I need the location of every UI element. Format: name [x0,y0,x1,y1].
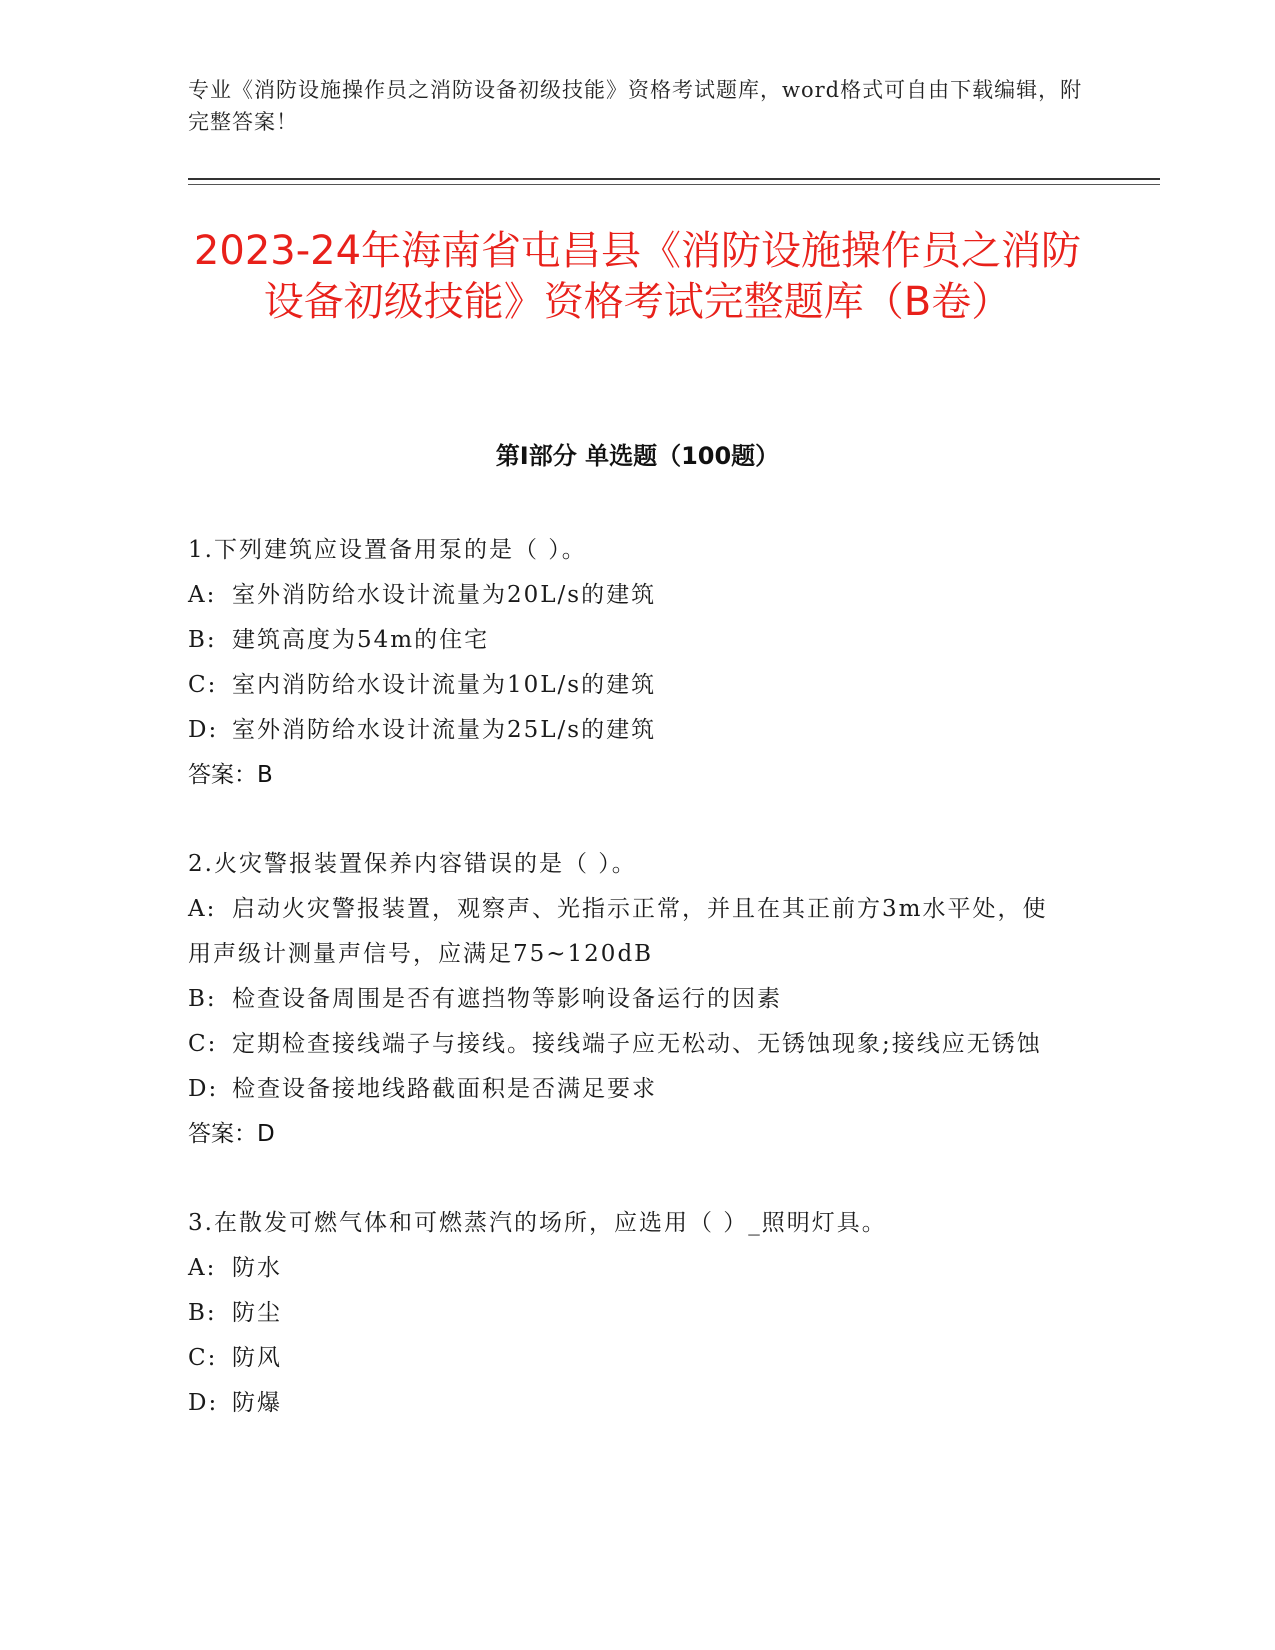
option-text: 室外消防给水设计流量为25L/s的建筑 [232,717,657,743]
header-divider-thin [188,184,1160,185]
option-d [188,1381,1068,1426]
question-item [188,528,1068,798]
question-stem: 1.下列建筑应设置备用泵的是（ ）。 [188,537,587,563]
option-text: 检查设备接地线路截面积是否满足要求 [232,1076,657,1102]
header-divider-thick [188,178,1160,180]
option-c [188,663,1068,708]
option-key: D: [188,1076,219,1102]
option-a [188,573,1068,618]
option-a [188,1246,1068,1291]
question-item [188,1201,1068,1426]
question-item [188,842,1068,1157]
option-text: 防水 [232,1255,282,1281]
question-stem: 2.火灾警报装置保养内容错误的是（ ）。 [188,851,637,877]
option-key: B: [188,986,217,1012]
question-stem: 3.在散发可燃气体和可燃蒸汽的场所，应选用（ ）_照明灯具。 [188,1210,887,1236]
option-key: C: [188,1345,218,1371]
option-c [188,1022,1068,1067]
option-b [188,1291,1068,1336]
option-key: D: [188,1390,219,1416]
option-d [188,1067,1068,1112]
option-c [188,1336,1068,1381]
option-text: 防爆 [232,1390,282,1416]
option-key: C: [188,672,218,698]
option-text: 建筑高度为54m的住宅 [232,627,490,653]
option-key: B: [188,1300,217,1326]
option-b [188,618,1068,663]
option-text: 启动火灾警报装置，观察声、光指示正常，并且在其正前方3m水平处，使用声级计测量声信号，应满足75~120dB [188,896,1048,967]
option-key: A: [188,896,217,922]
option-text: 室外消防给水设计流量为20L/s的建筑 [232,582,657,608]
option-text: 检查设备周围是否有遮挡物等影响设备运行的因素 [232,986,782,1012]
option-b [188,977,1068,1022]
answer: 答案：D [188,1121,275,1147]
section-heading: 第I部分 单选题（100题） [495,442,780,470]
option-text: 室内消防给水设计流量为10L/s的建筑 [232,672,657,698]
option-key: A: [188,1255,217,1281]
header-note: 专业《消防设施操作员之消防设备初级技能》资格考试题库，word格式可自由下载编辑，附完整答案！ [188,78,1083,134]
option-key: C: [188,1031,218,1057]
option-d [188,708,1068,753]
document-title: 2023-24年海南省屯昌县《消防设施操作员之消防设备初级技能》资格考试完整题库（B卷） [193,228,1082,325]
answer: 答案：B [188,762,273,788]
option-text: 防风 [232,1345,282,1371]
option-a [188,887,1068,977]
option-key: B: [188,627,217,653]
option-key: A: [188,582,217,608]
option-text: 防尘 [232,1300,282,1326]
option-text: 定期检查接线端子与接线。接线端子应无松动、无锈蚀现象;接线应无锈蚀 [232,1031,1042,1057]
question-list [188,528,1068,1470]
option-key: D: [188,717,219,743]
